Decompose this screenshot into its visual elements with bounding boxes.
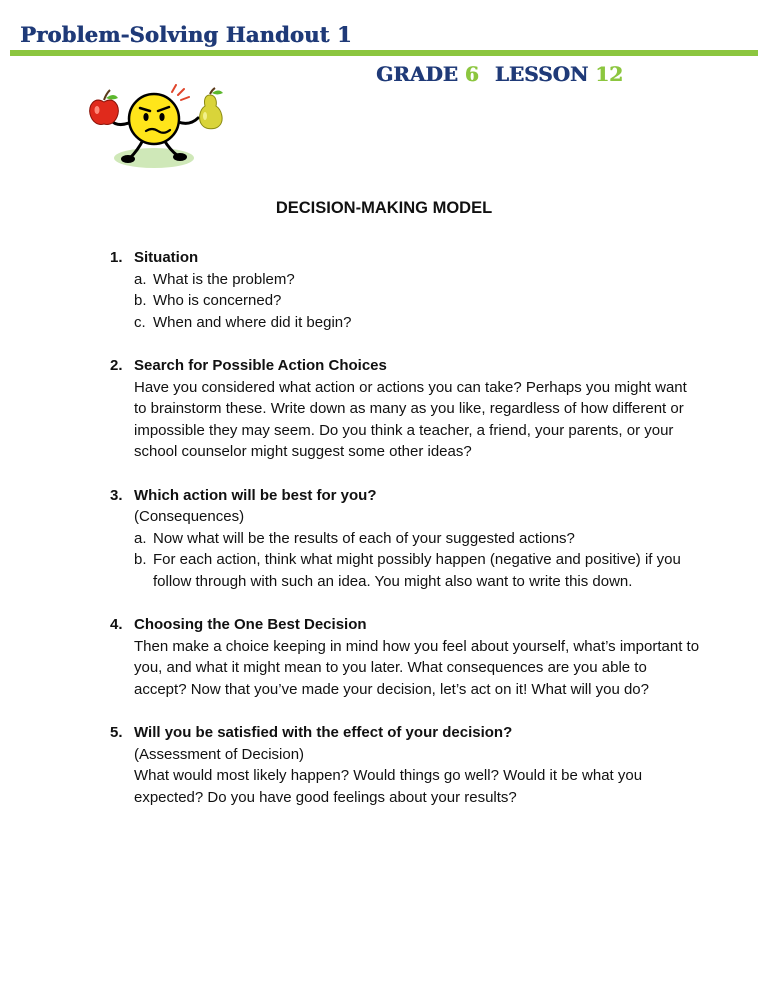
list-item [134,290,700,312]
item-text: What is the problem? [153,270,295,288]
step-heading: Which action will be best for you? [134,486,377,504]
step-best-decision [110,614,700,700]
step-number: 3. [110,486,123,504]
grade-lesson-label [376,62,623,86]
step-search-choices [110,355,700,463]
grade-number: 6 [464,62,479,86]
step-assessment [110,722,700,808]
step-body: What would most likely happen? Would things go well? Would it be what you expected? Do you have good feelings about your results? [134,767,643,806]
list-item [134,312,700,334]
title-divider [10,50,758,56]
step-body: Have you considered what action or actions you can take? Perhaps you might want to brainstorm these. Write down as many as you like, regardless of how different or impossible they may seem. Do you think a teacher, a friend, your parents, or your school counselor might suggest some other ideas? [134,378,687,460]
item-text: For each action, think what might possibly happen (negative and positive) if you follow through with such an idea. You might also want to write this down. [153,551,681,590]
step-subheading: (Consequences) [134,508,245,525]
decision-steps-list [110,247,700,830]
step-best-action [110,485,700,593]
step-body: Then make a choice keeping in mind how you feel about yourself, what’s important to you, and what it might mean to you later. What consequences are you able to accept? Now that you’ve made your decision, let’s act on it! What will you do? [134,637,700,698]
step-heading: Will you be satisfied with the effect of your decision? [134,724,513,741]
step-situation [110,247,700,333]
item-text: Who is concerned? [153,292,282,309]
item-text: Now what will be the results of each of your suggested actions? [153,529,575,547]
step-heading: Choosing the One Best Decision [134,616,367,633]
step-number: 4. [110,616,123,633]
thinking-mascot-icon [86,84,226,176]
step-heading: Search for Possible Action Choices [134,357,387,374]
step-number: 2. [110,357,123,374]
step-number: 1. [110,249,123,266]
item-letter: a. [134,270,147,288]
step-heading: Situation [134,249,199,266]
step-number: 5. [110,724,123,741]
handout-title: Problem-Solving Handout 1 [20,22,352,47]
list-item [134,528,700,550]
item-text: When and where did it begin? [153,313,352,331]
document-title: DECISION-MAKING MODEL [275,199,493,217]
item-letter: b. [134,292,147,309]
grade-label: GRADE [376,62,458,86]
item-letter: b. [134,551,147,568]
item-letter: c. [134,313,146,331]
list-item [134,269,700,291]
lesson-label: LESSON [494,62,589,86]
item-letter: a. [134,529,147,547]
list-item [134,549,700,592]
lesson-number: 12 [595,62,623,86]
step-subheading: (Assessment of Decision) [134,745,305,763]
